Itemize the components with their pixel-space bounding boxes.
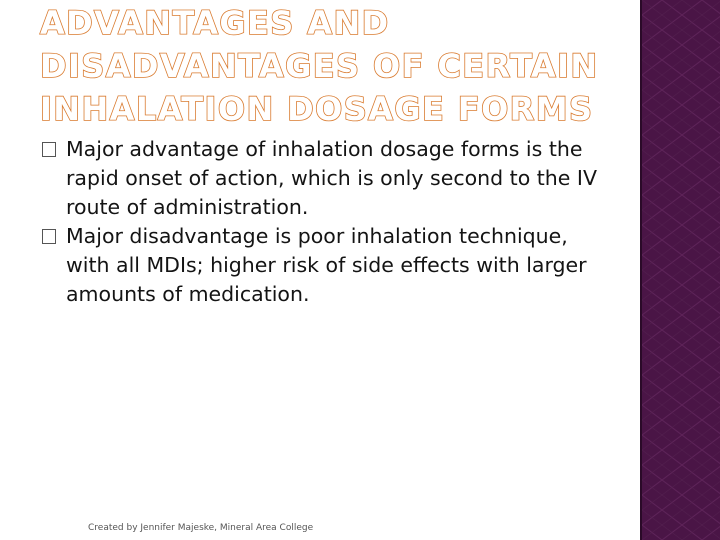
bullet-list — [42, 135, 602, 309]
hollow-square-bullet-icon — [42, 142, 56, 157]
geometric-pattern-icon — [640, 0, 720, 540]
bullet-item-disadvantage — [42, 222, 602, 309]
bullet-item-advantage — [42, 135, 602, 222]
hollow-square-bullet-icon — [42, 229, 56, 244]
bullet-text-disadvantage: Major disadvantage is poor inhalation technique, with all MDIs; higher risk of side effects with larger amounts of medication. — [66, 224, 587, 306]
decorative-side-panel — [640, 0, 720, 540]
slide-footer-credit: Created by Jennifer Majeske, Mineral Area College — [88, 523, 314, 533]
bullet-text-advantage: Major advantage of inhalation dosage forms is the rapid onset of action, which is only second to the IV route of administration. — [66, 137, 597, 219]
slide-title: ADVANTAGES AND DISADVANTAGES OF CERTAIN INHALATION DOSAGE FORMS — [40, 4, 599, 128]
